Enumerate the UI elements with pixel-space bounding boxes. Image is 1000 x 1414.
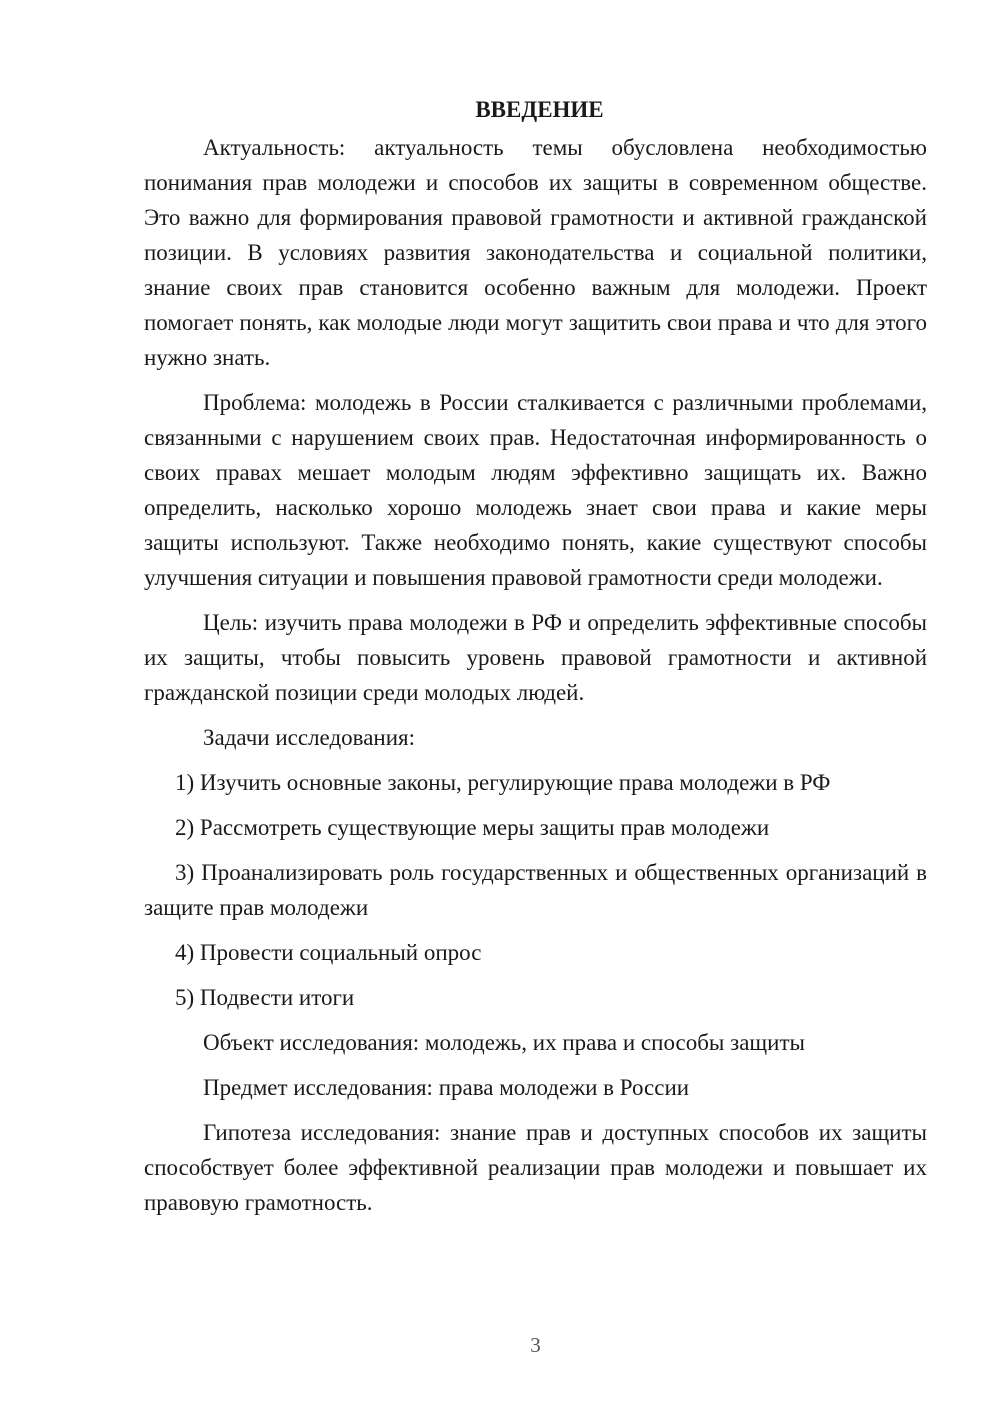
task-item-5: 5) Подвести итоги: [175, 985, 355, 1010]
task-item-4: 4) Провести социальный опрос: [175, 940, 482, 965]
paragraph-problem: Проблема: молодежь в России сталкивается с различными проблемами, связанными с нарушением своих прав. Недостаточная информированность о своих правах мешает молодым людям эффективно защищать их. Важно определить, насколько хорошо молодежь знает свои права и какие меры защиты используют. Также необходимо понять, какие существуют способы улучшения ситуации и повышения правовой грамотности среди молодежи.: [144, 390, 927, 590]
task-item-3: 3) Проанализировать роль государственных и общественных организаций в защите прав молодежи: [144, 860, 927, 920]
paragraph-goal: Цель: изучить права молодежи в РФ и определить эффективные способы их защиты, чтобы повысить уровень правовой грамотности и активной гражданской позиции среди молодых людей.: [144, 610, 927, 705]
paragraph-object: Объект исследования: молодежь, их права и способы защиты: [203, 1030, 805, 1055]
paragraph-tasks-heading: Задачи исследования:: [203, 725, 416, 750]
paragraph-hypothesis: Гипотеза исследования: знание прав и доступных способов их защиты способствует более эффективной реализации прав молодежи и повышает их правовую грамотность.: [144, 1120, 927, 1215]
document-page: [144, 92, 927, 1230]
paragraph-relevance: Актуальность: актуальность темы обусловлена необходимостью понимания прав молодежи и способов их защиты в современном обществе. Это важно для формирования правовой грамотности и активной гражданской позиции. В условиях развития законодательства и социальной политики, знание своих прав становится особенно важным для молодежи. Проект помогает понять, как молодые люди могут защитить свои права и что для этого нужно знать.: [144, 135, 927, 370]
task-item-2: 2) Рассмотреть существующие меры защиты прав молодежи: [175, 815, 770, 840]
page-title: ВВЕДЕНИЕ: [475, 97, 604, 122]
paragraph-subject: Предмет исследования: права молодежи в России: [203, 1075, 690, 1100]
task-item-1: 1) Изучить основные законы, регулирующие права молодежи в РФ: [175, 770, 831, 795]
page-number: 3: [530, 1333, 541, 1357]
